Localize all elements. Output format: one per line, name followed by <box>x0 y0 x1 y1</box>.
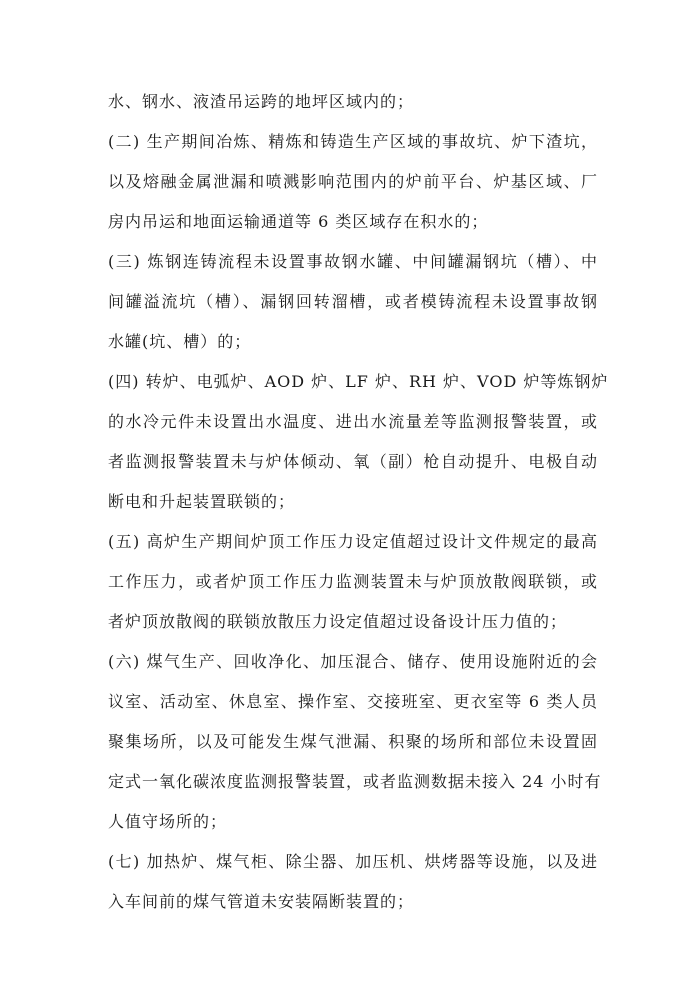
text-line: 水、钢水、液渣吊运跨的地坪区域内的； <box>108 92 415 111</box>
text-line: 的水冷元件未设置出水温度、进出水流量差等监测报警装置，或 <box>108 412 598 431</box>
text-line: 者炉顶放散阀的联锁放散压力设定值超过设备设计压力值的； <box>108 612 568 631</box>
text-line: 人值守场所的； <box>108 812 228 831</box>
text-line: 议室、活动室、休息室、操作室、交接班室、更衣室等 6 类人员 <box>108 692 598 711</box>
text-line: (七) 加热炉、煤气柜、除尘器、加压机、烘烤器等设施，以及进 <box>108 852 598 871</box>
text-line: (四) 转炉、电弧炉、AOD 炉、LF 炉、RH 炉、VOD 炉等炼钢炉 <box>108 372 609 391</box>
text-line: 者监测报警装置未与炉体倾动、氧（副）枪自动提升、电极自动 <box>108 452 598 471</box>
text-line: 间罐溢流坑（槽）、漏钢回转溜槽，或者模铸流程未设置事故钢 <box>108 292 598 311</box>
text-line: 定式一氧化碳浓度监测报警装置，或者监测数据未接入 24 小时有 <box>108 772 602 791</box>
document-body <box>108 88 609 928</box>
text-line: (五) 高炉生产期间炉顶工作压力设定值超过设计文件规定的最高 <box>108 532 598 551</box>
text-line: 房内吊运和地面运输通道等 6 类区域存在积水的； <box>108 212 489 231</box>
text-line: (六) 煤气生产、回收净化、加压混合、储存、使用设施附近的会 <box>108 652 598 671</box>
text-line: 聚集场所，以及可能发生煤气泄漏、积聚的场所和部位未设置固 <box>108 732 598 751</box>
text-line: 水罐(坑、槽）的； <box>108 332 252 351</box>
text-line: (三) 炼钢连铸流程未设置事故钢水罐、中间罐漏钢坑（槽）、中 <box>108 252 598 271</box>
text-line: 入车间前的煤气管道未安装隔断装置的； <box>108 892 415 911</box>
text-line: 工作压力，或者炉顶工作压力监测装置未与炉顶放散阀联锁，或 <box>108 572 598 591</box>
text-line: 以及熔融金属泄漏和喷溅影响范围内的炉前平台、炉基区域、厂 <box>108 172 598 191</box>
text-line: 断电和升起装置联锁的； <box>108 492 296 511</box>
text-line: (二) 生产期间冶炼、精炼和铸造生产区域的事故坑、炉下渣坑， <box>108 132 598 151</box>
